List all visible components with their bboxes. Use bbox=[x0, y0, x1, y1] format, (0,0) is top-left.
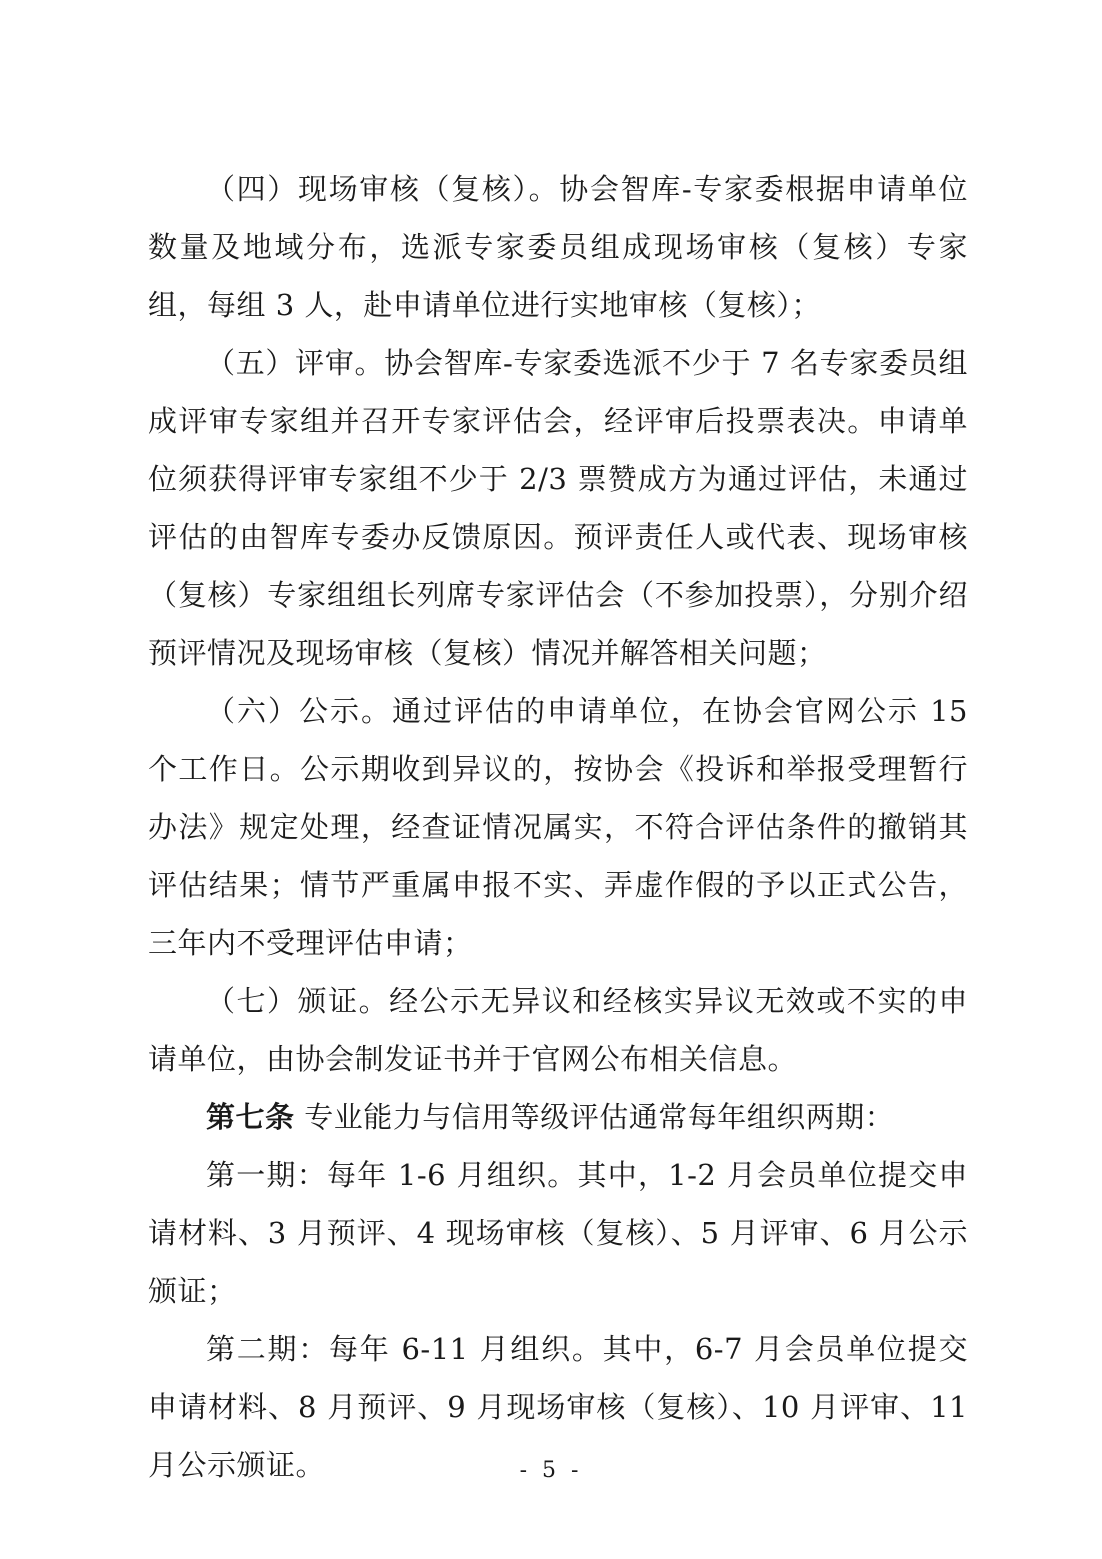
paragraph-onsite-review: （四）现场审核（复核）。协会智库-专家委根据申请单位数量及地域分布，选派专家委员组成现场审核（复核）专家组，每组 3 人，赴申请单位进行实地审核（复核）； bbox=[148, 172, 968, 322]
paragraph-certification: （七）颁证。经公示无异议和经核实异议无效或不实的申请单位，由协会制发证书并于官网公布相关信息。 bbox=[148, 984, 968, 1076]
article-7-heading: 第七条 bbox=[206, 1100, 295, 1134]
article-7-text: 专业能力与信用等级评估通常每年组织两期： bbox=[294, 1100, 895, 1134]
document-body bbox=[148, 160, 968, 1494]
paragraph-period-1: 第一期：每年 1-6 月组织。其中，1-2 月会员单位提交申请材料、3 月预评、4 现场审核（复核）、5 月评审、6 月公示颁证； bbox=[148, 1158, 968, 1308]
paragraph-evaluation: （五）评审。协会智库-专家委选派不少于 7 名专家委员组成评审专家组并召开专家评估会，经评审后投票表决。申请单位须获得评审专家组不少于 2/3 票赞成方为通过评估，未通过评估的由智库专委办反馈原因。预评责任人或代表、现场审核（复核）专家组组长列席专家评估会（不参加投票），分别介绍预评情况及现场审核（复核）情况并解答相关问题； bbox=[148, 346, 968, 670]
article-7 bbox=[148, 1088, 968, 1146]
paragraph-publicity: （六）公示。通过评估的申请单位，在协会官网公示 15 个工作日。公示期收到异议的，按协会《投诉和举报受理暂行办法》规定处理，经查证情况属实，不符合评估条件的撤销其评估结果；情节严重属申报不实、弄虚作假的予以正式公告，三年内不受理评估申请； bbox=[148, 694, 968, 960]
page-number: - 5 - bbox=[519, 1458, 583, 1483]
paragraph-period-2: 第二期：每年 6-11 月组织。其中，6-7 月会员单位提交申请材料、8 月预评、9 月现场审核（复核）、10 月评审、11 月公示颁证。 bbox=[148, 1332, 968, 1482]
